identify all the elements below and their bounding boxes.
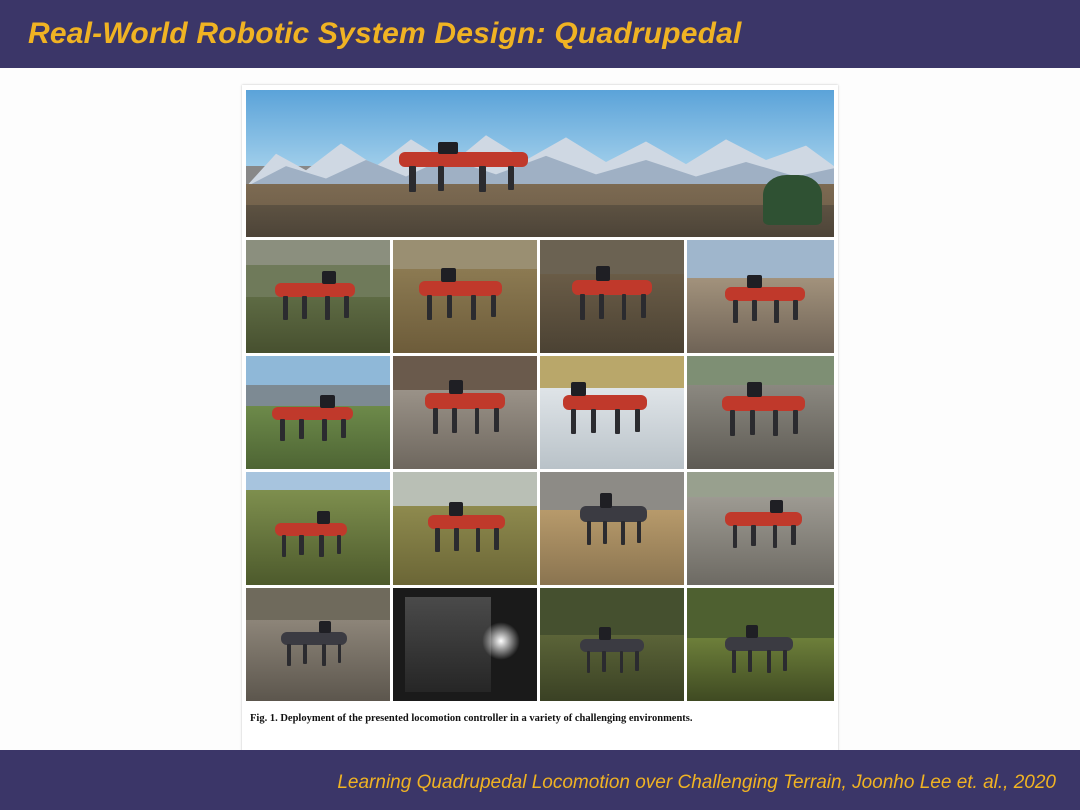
robot-figure bbox=[572, 265, 653, 322]
robot-torso bbox=[281, 632, 347, 645]
robot-sensor-head bbox=[746, 625, 758, 638]
robot-figure bbox=[281, 620, 347, 667]
robot-leg bbox=[280, 419, 285, 441]
robot-leg bbox=[748, 650, 752, 672]
robot-leg bbox=[479, 166, 485, 191]
robot-torso bbox=[725, 512, 801, 526]
robot-leg bbox=[494, 528, 499, 550]
robot-leg bbox=[302, 296, 307, 319]
robot-leg bbox=[322, 644, 326, 666]
robot-sensor-head bbox=[317, 511, 330, 523]
robot-leg bbox=[303, 644, 307, 664]
robot-sensor-head bbox=[319, 621, 331, 633]
robot-torso bbox=[572, 280, 653, 296]
robot-leg bbox=[427, 295, 432, 320]
robot-sensor-head bbox=[747, 382, 762, 397]
robot-leg bbox=[793, 410, 798, 434]
figure-panel-2 bbox=[246, 240, 390, 353]
robot-leg bbox=[733, 300, 738, 323]
robot-figure bbox=[425, 379, 506, 436]
robot-sensor-head bbox=[571, 382, 586, 396]
robot-leg bbox=[322, 419, 327, 441]
figure-grid bbox=[246, 90, 834, 705]
robot-figure bbox=[275, 510, 347, 557]
robot-sensor-head bbox=[596, 266, 611, 281]
robot-leg bbox=[452, 408, 457, 433]
figure-panel-10 bbox=[246, 472, 390, 585]
robot-figure bbox=[580, 492, 646, 546]
robot-sensor-head bbox=[747, 275, 761, 288]
robot-leg bbox=[475, 408, 480, 434]
robot-sensor-head bbox=[449, 502, 463, 516]
robot-leg bbox=[494, 408, 499, 432]
figure-panel-1 bbox=[246, 90, 834, 237]
robot-leg bbox=[751, 525, 756, 546]
robot-leg bbox=[615, 409, 620, 434]
robot-leg bbox=[447, 295, 452, 318]
robot-torso bbox=[725, 287, 804, 301]
sky-region bbox=[687, 472, 834, 499]
robot-figure bbox=[725, 274, 804, 324]
robot-sensor-head bbox=[449, 380, 464, 395]
robot-figure bbox=[272, 394, 353, 441]
robot-leg bbox=[299, 419, 304, 439]
robot-torso bbox=[275, 283, 356, 298]
robot-leg bbox=[635, 409, 640, 432]
robot-figure bbox=[428, 501, 506, 553]
figure-panel-3 bbox=[393, 240, 537, 353]
robot-torso bbox=[580, 506, 646, 521]
robot-figure bbox=[419, 267, 503, 321]
robot-leg bbox=[438, 166, 444, 190]
robot-torso bbox=[725, 637, 793, 651]
robot-sensor-head bbox=[441, 268, 456, 282]
robot-sensor-head bbox=[322, 271, 337, 283]
robot-torso bbox=[428, 515, 506, 530]
robot-leg bbox=[783, 650, 787, 671]
robot-figure bbox=[580, 626, 643, 673]
robot-torso bbox=[419, 281, 503, 296]
robot-leg bbox=[730, 410, 735, 436]
robot-figure bbox=[563, 381, 647, 435]
figure-caption: Fig. 1. Deployment of the presented locomotion controller in a variety of challenging environments. bbox=[250, 713, 693, 724]
robot-leg bbox=[409, 166, 415, 191]
robot-leg bbox=[621, 521, 625, 546]
robot-leg bbox=[791, 525, 796, 545]
robot-leg bbox=[750, 410, 755, 435]
robot-leg bbox=[773, 410, 778, 436]
stairs-region bbox=[405, 597, 491, 692]
robot-leg bbox=[283, 296, 288, 320]
robot-torso bbox=[425, 393, 506, 409]
background-region bbox=[246, 588, 390, 622]
robot-leg bbox=[299, 535, 303, 555]
robot-leg bbox=[338, 644, 342, 663]
figure-panel-9 bbox=[687, 356, 834, 469]
robot-leg bbox=[341, 419, 346, 438]
robot-torso bbox=[580, 639, 643, 652]
robot-leg bbox=[471, 295, 476, 320]
robot-leg bbox=[732, 650, 736, 673]
figure-panel-11 bbox=[393, 472, 537, 585]
robot-sensor-head bbox=[600, 493, 612, 507]
robot-leg bbox=[319, 535, 323, 557]
robot-leg bbox=[733, 525, 738, 548]
figure-panel-16 bbox=[540, 588, 684, 701]
robot-leg bbox=[637, 521, 641, 544]
robot-figure bbox=[275, 269, 356, 321]
figure-panel-12 bbox=[540, 472, 684, 585]
robot-leg bbox=[337, 535, 341, 554]
robot-leg bbox=[325, 296, 330, 320]
robot-leg bbox=[587, 651, 591, 673]
robot-figure bbox=[399, 140, 528, 193]
robot-leg bbox=[435, 528, 440, 552]
robot-leg bbox=[587, 521, 591, 546]
robot-leg bbox=[622, 294, 627, 320]
robot-leg bbox=[602, 651, 606, 672]
figure-panel-13 bbox=[687, 472, 834, 585]
robot-sensor-head bbox=[770, 500, 784, 513]
robot-torso bbox=[275, 523, 347, 536]
robot-torso bbox=[722, 396, 804, 412]
robot-leg bbox=[603, 521, 607, 545]
robot-leg bbox=[620, 651, 624, 673]
figure-card bbox=[242, 85, 838, 752]
figure-panel-4 bbox=[540, 240, 684, 353]
robot-leg bbox=[476, 528, 481, 552]
figure-panel-5 bbox=[687, 240, 834, 353]
robot-leg bbox=[773, 525, 778, 548]
mountain-silhouette-icon bbox=[246, 125, 834, 187]
robot-leg bbox=[793, 300, 798, 320]
tree-icon bbox=[763, 175, 822, 225]
page-title: Real-World Robotic System Design: Quadrupedal bbox=[28, 17, 742, 50]
headlamp-glare-icon bbox=[482, 622, 519, 660]
rocky-foreground bbox=[246, 205, 834, 237]
robot-leg bbox=[433, 408, 438, 434]
robot-torso bbox=[563, 395, 647, 410]
robot-figure bbox=[725, 499, 801, 549]
slide-header-bar bbox=[0, 0, 1080, 68]
robot-leg bbox=[287, 644, 291, 666]
robot-leg bbox=[774, 300, 779, 323]
figure-panel-6 bbox=[246, 356, 390, 469]
figure-panel-15 bbox=[393, 588, 537, 701]
robot-leg bbox=[767, 650, 771, 673]
robot-sensor-head bbox=[599, 627, 610, 639]
robot-leg bbox=[580, 294, 585, 320]
slide-footer-bar bbox=[0, 750, 1080, 810]
robot-torso bbox=[399, 152, 528, 168]
robot-torso bbox=[272, 407, 353, 420]
robot-leg bbox=[344, 296, 349, 318]
robot-figure bbox=[725, 624, 793, 674]
robot-leg bbox=[454, 528, 459, 551]
robot-leg bbox=[752, 300, 757, 321]
figure-panel-17 bbox=[687, 588, 834, 701]
robot-leg bbox=[635, 651, 639, 671]
robot-figure bbox=[722, 381, 804, 438]
robot-leg bbox=[508, 166, 514, 189]
robot-leg bbox=[599, 294, 604, 319]
figure-panel-8 bbox=[540, 356, 684, 469]
figure-panel-14 bbox=[246, 588, 390, 701]
figure-panel-7 bbox=[393, 356, 537, 469]
robot-sensor-head bbox=[438, 142, 459, 154]
slide-body bbox=[0, 68, 1080, 750]
robot-leg bbox=[641, 294, 646, 318]
robot-leg bbox=[591, 409, 596, 433]
robot-leg bbox=[282, 535, 286, 557]
citation-text: Learning Quadrupedal Locomotion over Challenging Terrain, Joonho Lee et. al., 2020 bbox=[337, 772, 1056, 793]
robot-leg bbox=[571, 409, 576, 434]
robot-sensor-head bbox=[320, 395, 335, 407]
robot-leg bbox=[491, 295, 496, 317]
